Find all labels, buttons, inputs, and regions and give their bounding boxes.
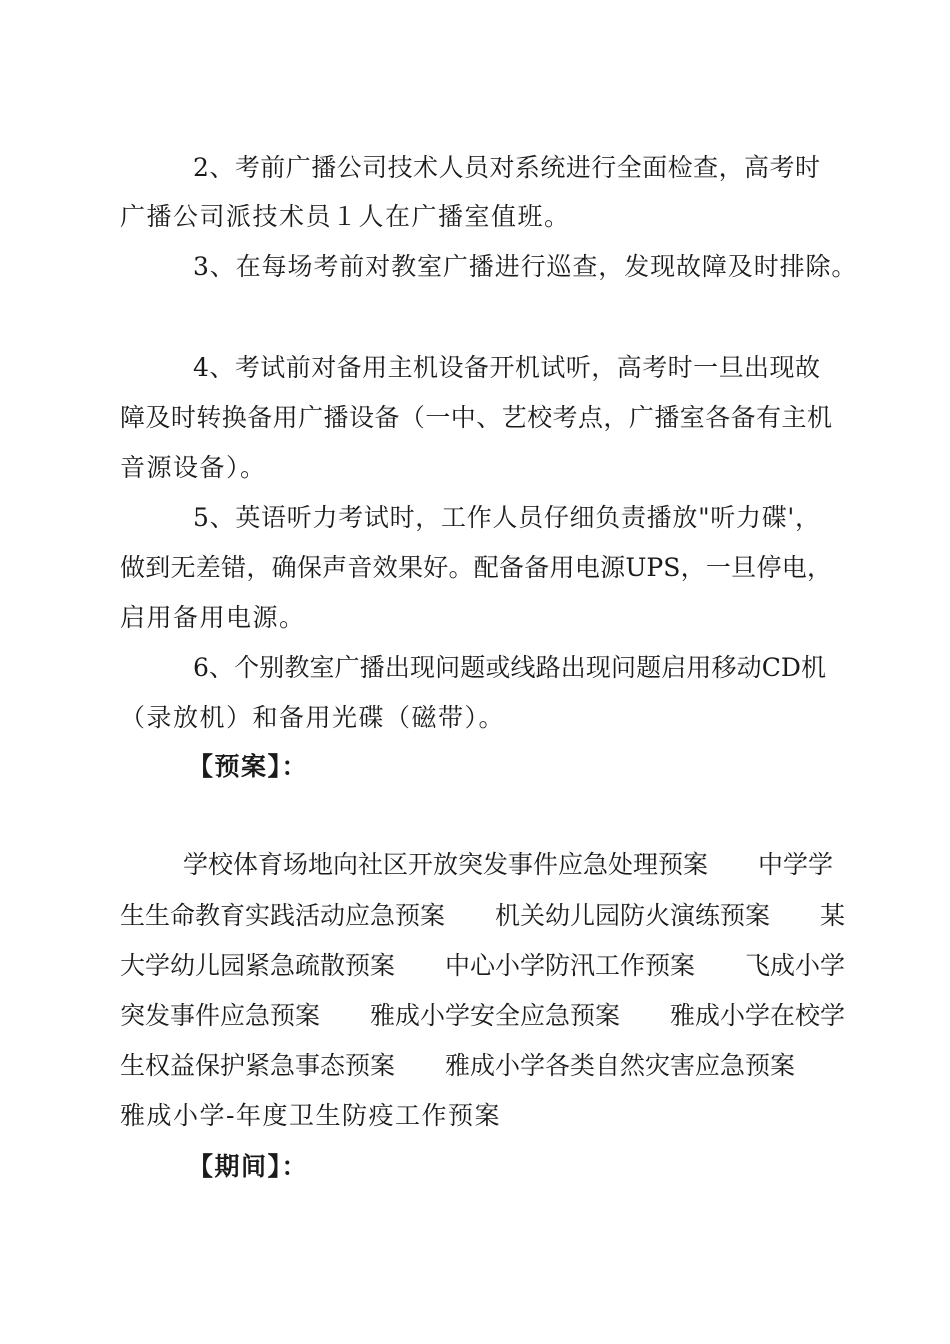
item-5-line-2: 做到无差错，确保声音效果好。配备备用电源UPS，一旦停电， [120,553,832,582]
item-5-line-1: 5、英语听力考试时，工作人员仔细负责播放"听力碟'， [193,503,820,532]
item-4-line-1: 4、考试前对备用主机设备开机试听，高考时一旦出现故 [193,353,820,382]
plan-list-line-5: 生权益保护紧急事态预案 雅成小学各类自然灾害应急预案 [120,1051,796,1080]
item-4-line-2: 障及时转换备用广播设备（一中、艺校考点，广播室各备有主机 [120,403,832,432]
item-5-line-3: 启用备用电源。 [120,603,306,632]
plan-list-line-4: 突发事件应急预案 雅成小学安全应急预案 雅成小学在校学 [120,1001,846,1030]
item-6-line-2: （录放机）和备用光碟（磁带）。 [120,703,506,732]
period-heading: 【期间】： [188,1152,309,1181]
plan-list-line-3: 大学幼儿园紧急疏散预案 中心小学防汛工作预案 飞成小学 [120,951,846,980]
item-6-line-1: 6、个别教室广播出现问题或线路出现问题启用移动CD机 [193,653,826,682]
plan-heading: 【预案】： [188,752,309,781]
item-2-line-2: 广播公司派技术员１人在广播室值班。 [120,202,571,231]
plan-list-line-1: 学校体育场地向社区开放突发事件应急处理预案 中学学 [183,850,834,879]
item-4-line-3: 音源设备）。 [120,453,267,482]
plan-list-line-6: 雅成小学-年度卫生防疫工作预案 [120,1101,501,1130]
item-3-line-1: 3、在每场考前对教室广播进行巡查，发现故障及时排除。 [193,252,858,281]
plan-list-line-2: 生生命教育实践活动应急预案 机关幼儿园防火演练预案 某 [120,901,846,930]
item-2-line-1: 2、考前广播公司技术人员对系统进行全面检查，高考时 [193,153,820,182]
